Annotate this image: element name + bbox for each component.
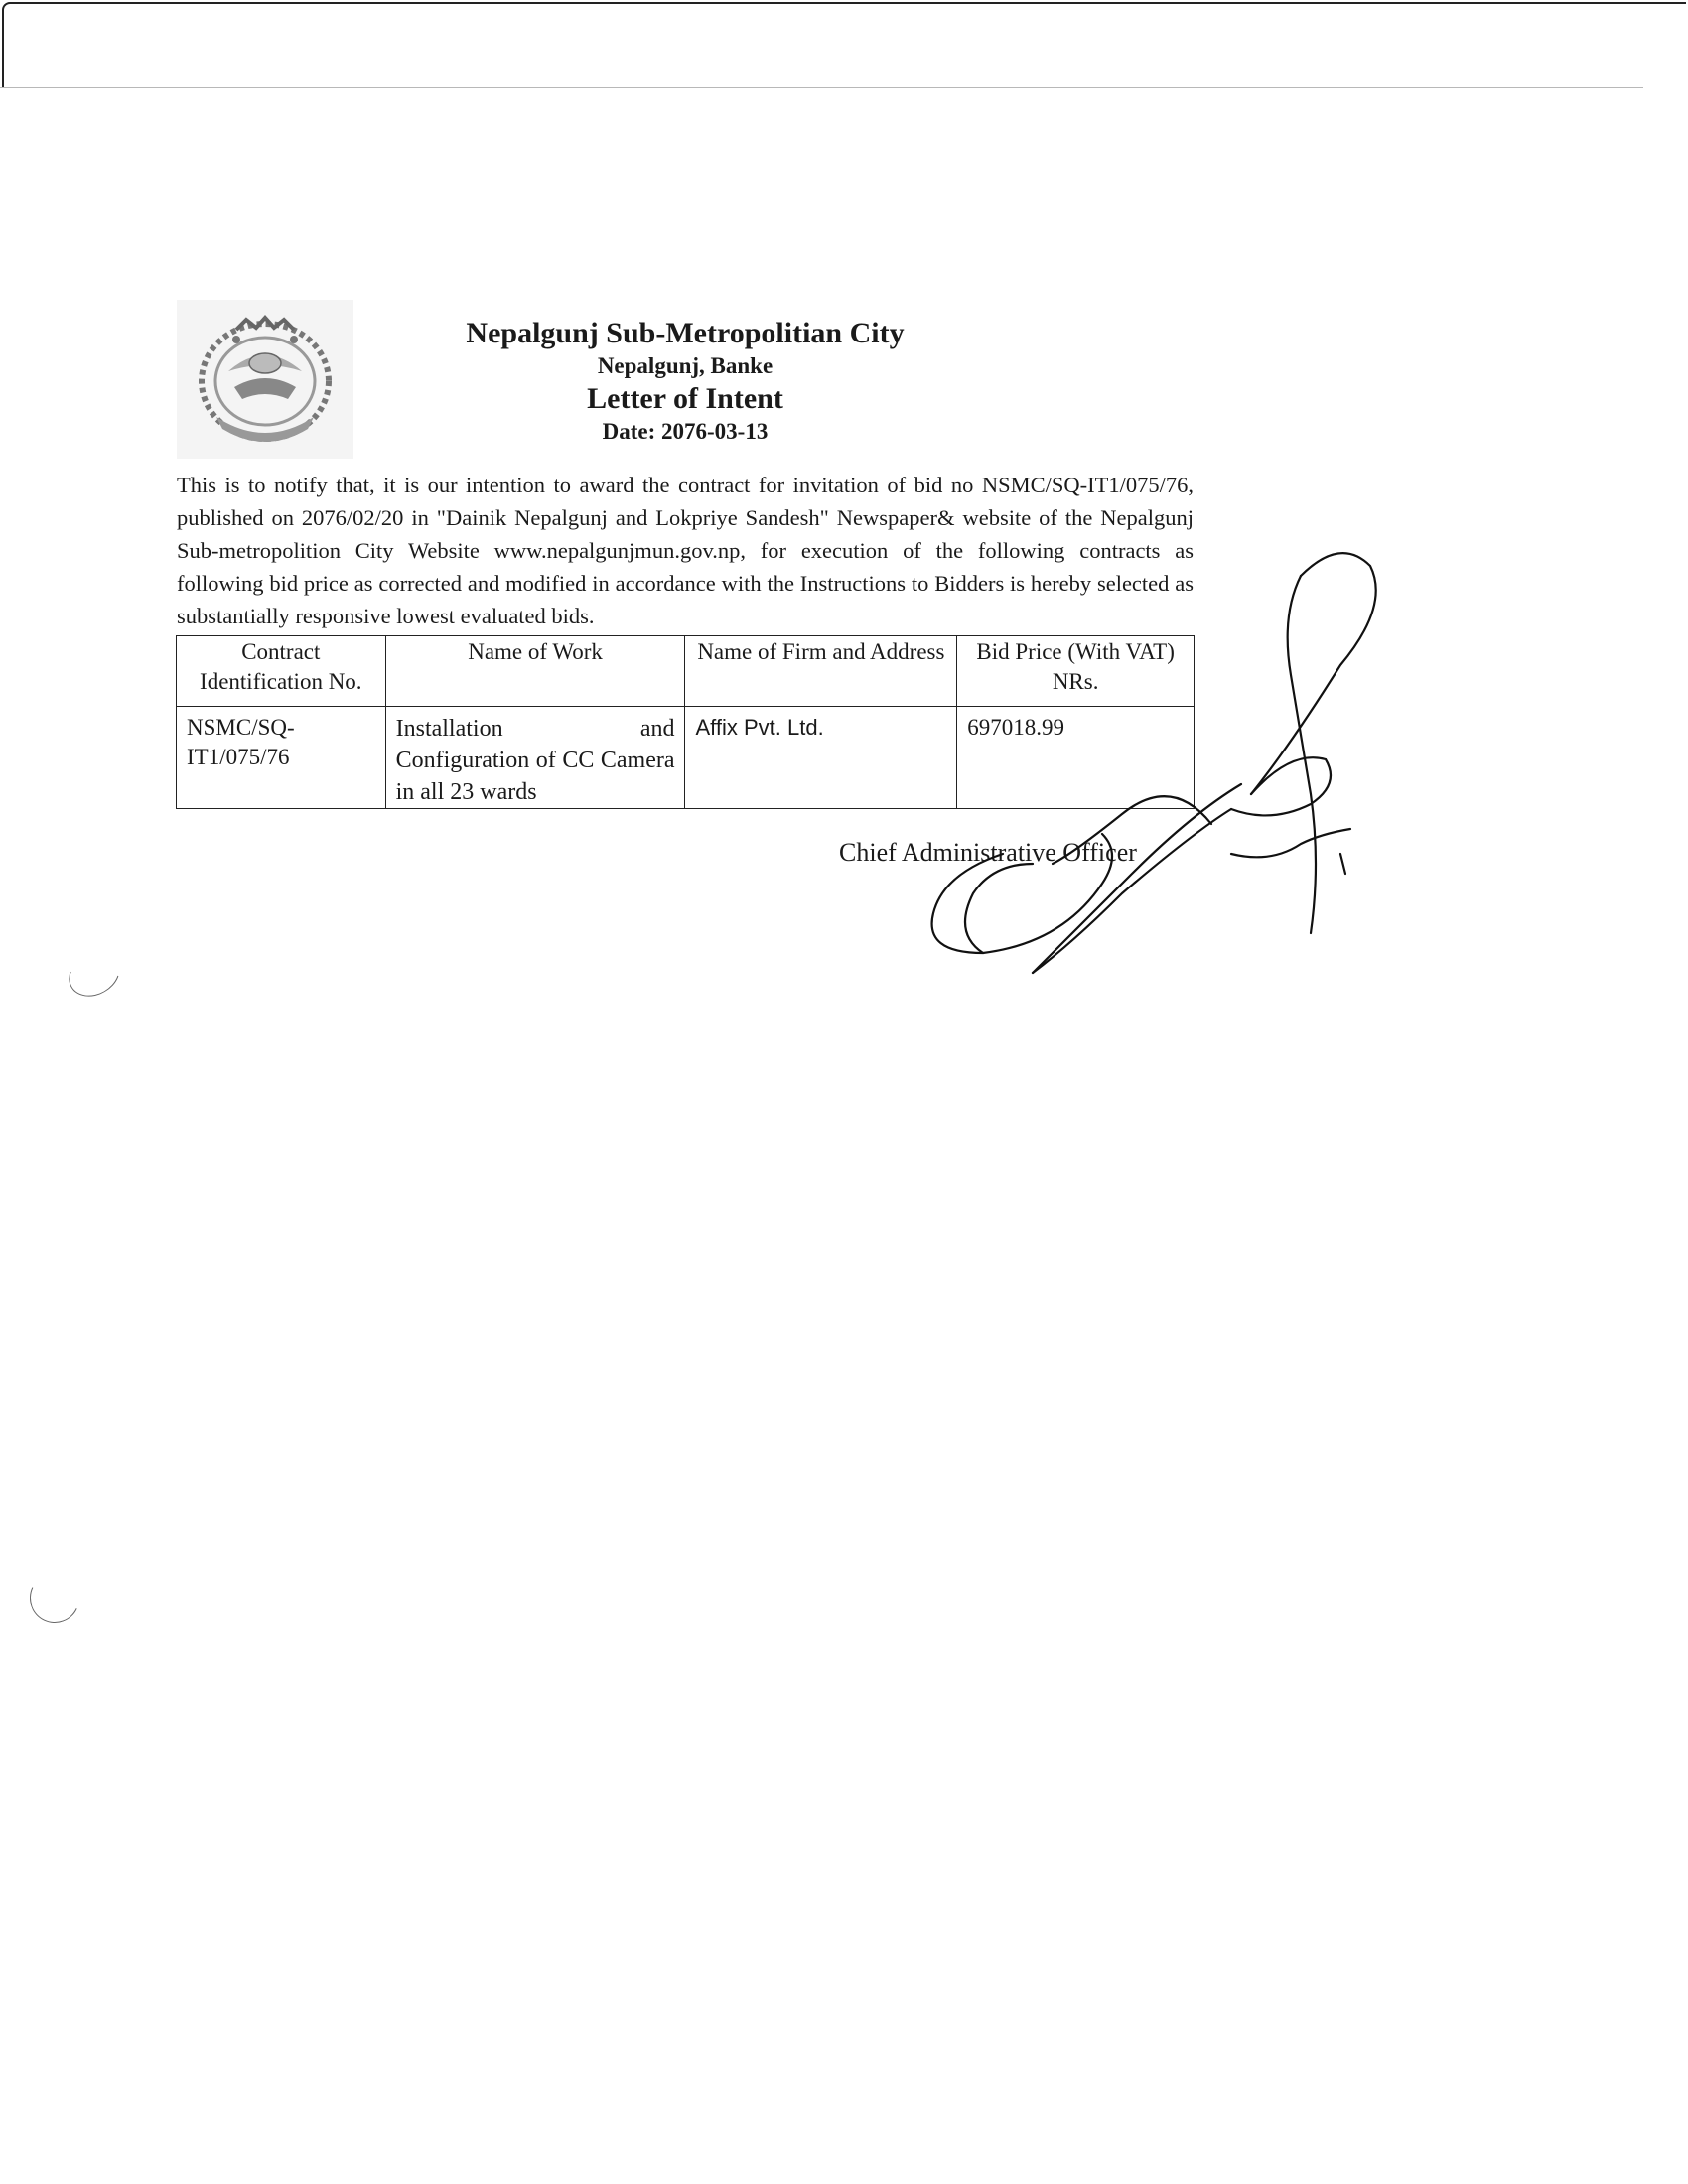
signatory-title: Chief Administrative Officer (839, 838, 1137, 867)
header-work-name: Name of Work (385, 636, 685, 707)
cell-work-name: Installation and Configuration of CC Camera in all 23 wards (385, 707, 685, 809)
cell-firm-name: Affix Pvt. Ltd. (685, 707, 957, 809)
header-contract-id: Contract Identification No. (177, 636, 386, 707)
document-date: Date: 2076-03-13 (602, 419, 769, 444)
punch-hole-mark (61, 942, 128, 1005)
punch-hole-mark (23, 1567, 86, 1630)
document-title: Letter of Intent (587, 382, 783, 415)
cell-contract-id: NSMC/SQ-IT1/075/76 (177, 707, 386, 809)
scan-edge-line (0, 87, 1643, 88)
handwritten-signature-icon (874, 536, 1390, 993)
header-bid-price: Bid Price (With VAT) NRs. (957, 636, 1195, 707)
notification-paragraph: This is to notify that, it is our intention to award the contract for invitation of bid no NSMC/SQ-IT1/075/76, published on 2076/02/20 in "Dainik Nepalgunj and Lokpriye Sandesh" Newspaper& website of the Nepalgunj Sub-metropolition City Website www.nepalgunjmun.gov.np, for execution of the following contracts as following bid price as corrected and modified in accordance with the Instructions to Bidders is hereby selected as substantially responsive lowest evaluated bids. (177, 473, 1194, 628)
organization-name: Nepalgunj Sub-Metropolitian City (466, 317, 905, 349)
scan-edge-frame (2, 2, 1686, 87)
letter-header (377, 316, 993, 447)
cell-bid-price: 697018.99 (957, 707, 1195, 809)
government-emblem-icon (177, 300, 353, 459)
organization-address: Nepalgunj, Banke (597, 353, 774, 378)
header-firm-name: Name of Firm and Address (685, 636, 957, 707)
